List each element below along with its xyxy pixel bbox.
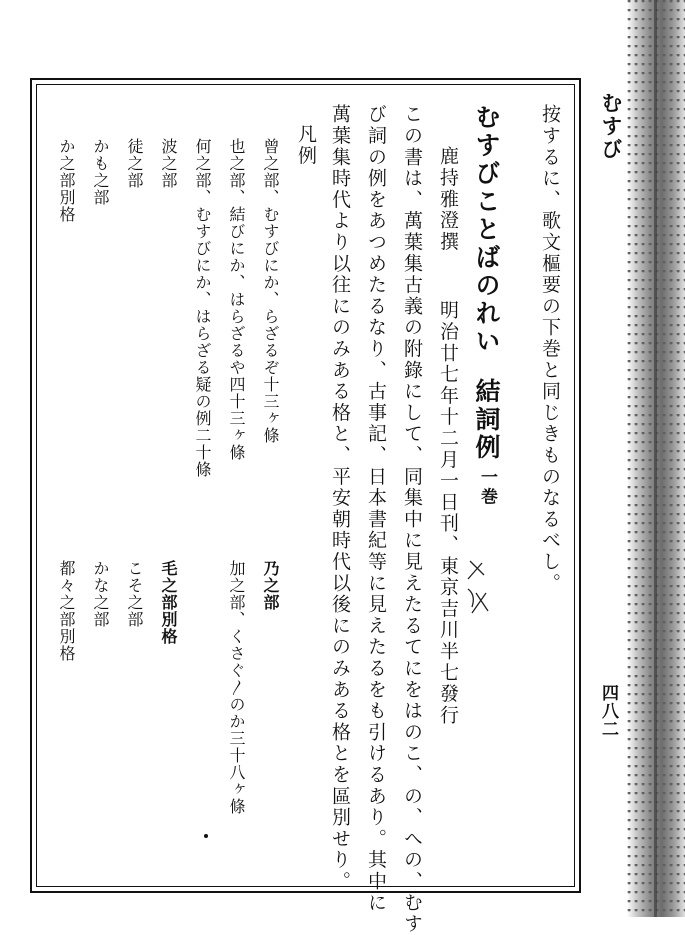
publication-line: 明治廿七年十二月一日刊、東京吉川半七發行	[437, 300, 459, 726]
entry-ka-no-bu: 加之部、くさぐ〳のか三十八ヶ條	[227, 560, 246, 815]
entry-koso-no-bu: こそ之部	[125, 560, 144, 628]
entry-no-no-bu: 乃之部	[261, 560, 280, 611]
entry-ha-no-bu: 波之部	[159, 138, 178, 189]
entry-nani-no-bu: 何之部、むすびにか、はらざる疑の例二十條	[193, 138, 212, 478]
entry-to-no-bu: 徒之部	[125, 138, 144, 189]
entry-tsutsu-no-bu-bekkaku: 都々之部別格	[57, 560, 76, 662]
book-category: 結詞例	[472, 378, 501, 462]
hanrei-heading: 凡例	[295, 124, 317, 167]
page-number: 四八二	[598, 684, 618, 738]
entry-ya-no-bu: 也之部、結びにか、はらざるや四十三ヶ條	[227, 138, 246, 461]
author-line: 鹿持雅澄撰	[437, 146, 459, 253]
book-volume: 一巻	[477, 468, 497, 507]
intro-column: 按するに、歌文樞要の下巻と同じきものなるべし。	[539, 104, 561, 594]
description-line-1: この書は、萬葉集古義の附錄にして、同集中に見えたるてにをはのこ、の、への、むす	[401, 104, 423, 935]
running-title: むすび	[599, 92, 624, 161]
book-title: むすびことばのれい	[472, 104, 501, 356]
description-line-2: び詞の例をあつめたるなり、古事記、日本書紀等に見えたるをも引けるあり。其中に	[365, 104, 387, 914]
entry-kana-no-bu: かな之部	[91, 560, 110, 628]
stray-mark	[204, 834, 208, 838]
description-line-3: 萬葉集時代より以往にのみある格と、平安朝時代以後にのみある格とを區別せり。	[329, 104, 351, 893]
handwritten-mark	[462, 555, 494, 615]
entry-so-no-bu: 曾之部、むすびにか、らざるぞ十三ヶ條	[261, 138, 280, 444]
entry-mo-no-bu-bekkaku: 毛之部別格	[159, 560, 178, 645]
entry-ka-no-bu-bekkaku: か之部別格	[57, 138, 76, 223]
scan-edge-line	[654, 0, 657, 917]
entry-kamo-no-bu: かも之部	[91, 138, 110, 206]
